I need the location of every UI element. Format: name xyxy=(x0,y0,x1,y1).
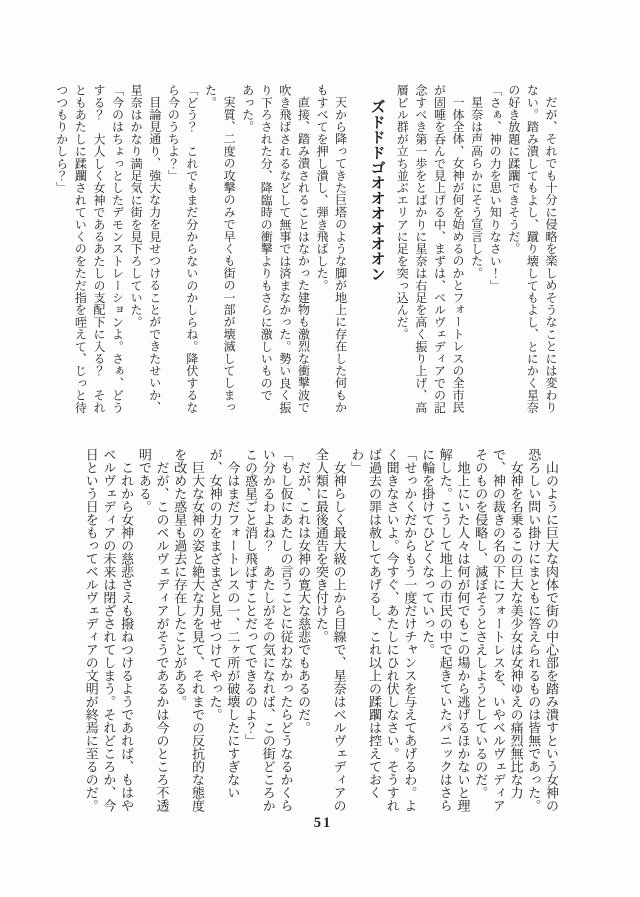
narration-paragraph: 女神を名乗るこの巨大な美少女は女神ゆえの痛烈無比な力で、神の裁きの名の下にフォートレスを、いやベルヴェディアそのものを侵略し、滅ぼそうとさえしようとしているのだ。 xyxy=(473,448,524,812)
page-number: 51 xyxy=(313,815,333,831)
narration-paragraph: 巨大な女神の姿と絶大な力を見て、それまでの反抗的な態度を改めた惑星も過去に存在したことがある。 xyxy=(172,448,205,812)
dialogue-paragraph: 「どう？ これでもまだ分からないのかしらね。降伏するなら今のうちよ？」 xyxy=(166,84,199,414)
top-text-block xyxy=(52,84,560,422)
sfx-heading: ズドドドゴオオオオオオン xyxy=(368,99,385,282)
narration-paragraph: 実質、二度の攻撃のみで早くも街の一部が壊滅してしまった。 xyxy=(203,84,237,414)
narration-paragraph: 女神らしく最大級の上から目線で、星奈はベルヴェディアの全人類に最後通告を突き付けた。 xyxy=(313,448,347,812)
narration-paragraph: 山のように巨大な肉体で街の中心部を踏み潰すという女神の恐ろしい問い掛けにまともに答えられるものは皆無であった。 xyxy=(526,448,559,812)
dialogue-paragraph: 「さぁ、神の力を思い知りなさい！」 xyxy=(488,84,503,292)
dialogue-paragraph: 「もし仮にあたしの言うことに従わなかったらどうなるかくらい分かるわよね？ あたしがその気になれば、この街どころかこの惑星ごと消し飛ばすことだってできるのよ？」 xyxy=(243,448,294,812)
narration-paragraph: 天から降ってきた巨塔のような脚が地上に存在した何もかもすべてを押し潰し、弾き飛ばした。 xyxy=(315,84,348,414)
narration-paragraph: 今はまだフォートレスの一、二ヶ所が破壊したにすぎないが、女神の力をまざまざと見せつけてやった。 xyxy=(207,448,241,799)
dialogue-paragraph: 「今のはちょっとしたデモンストレーションよ。さぁ、どうする？ 大人しく女神であるあたしの支配下に入る？ それともあたしに蹂躙されていくのをただ指を咥えて、じっと待つつもりかしら？」 xyxy=(54,84,125,414)
narration-paragraph: 直接、踏み潰されることはなかった建物も激烈な衝撃波で吹き飛ばされるなどして無事では済まなかった。勢い良く振り下ろされた分、降臨時の衝撃よりもさらに激しいものであった。 xyxy=(240,84,311,414)
narration-paragraph: だが、それでも十分に侵略を楽しめそうなことには変わりない。踏み潰してもよし、蹴り壊してもよし、とにかく星奈の好き放題に蹂躙できそうだ。 xyxy=(506,84,558,414)
narration-paragraph: だが、これは女神の寛大な慈悲でもあるのだ。 xyxy=(296,461,312,734)
page-footer xyxy=(0,814,640,832)
narration-paragraph: だが、このベルヴェディアがそうであるかは今のところ不透明である。 xyxy=(136,448,170,812)
narration-paragraph: 一体全体、女神が何を始めるのかとフォートレスの全市民が固唾を呑んで見上げる中、まずは、ベルヴェディアでの記念すべき第一歩をとばかりに星奈は右足を高く振り上げ、高層ビル群が立ち並ぶエリアに足を突っ込んだ。 xyxy=(395,84,466,414)
narration-paragraph: 目論見通り、強大な力を見せつけることができたせいか、星奈はかなり満足気に街を見下ろしていた。 xyxy=(129,84,162,414)
narration-paragraph: 地上にいた人々は何が何でもこの場から逃げるほかないと理解した。こうして地上の市民の中で起きていたパニックはさらに輪を掛けてひどくなっていった。 xyxy=(420,448,471,812)
narration-paragraph: 星奈は声高らかにそう宣言した。 xyxy=(469,96,484,279)
narration-paragraph: これから女神の慈悲さえも撥ねつけるようであれば、もはやベルヴェディアの未来は閉ざされてしまう。それどころか、今日という日をもってベルヴェディアの文明が終焉に至るのだ。 xyxy=(83,448,135,812)
dialogue-paragraph: 「せっかくだからもう一度だけチャンスを与えてあげるわ。よく聞きなさいよ。今すぐ、あたしにひれ伏しなさい。そうすれば過去の罪は赦してあげるし、これ以上の蹂躙は控えておくわ」 xyxy=(349,448,418,812)
bottom-text-block xyxy=(82,448,560,816)
